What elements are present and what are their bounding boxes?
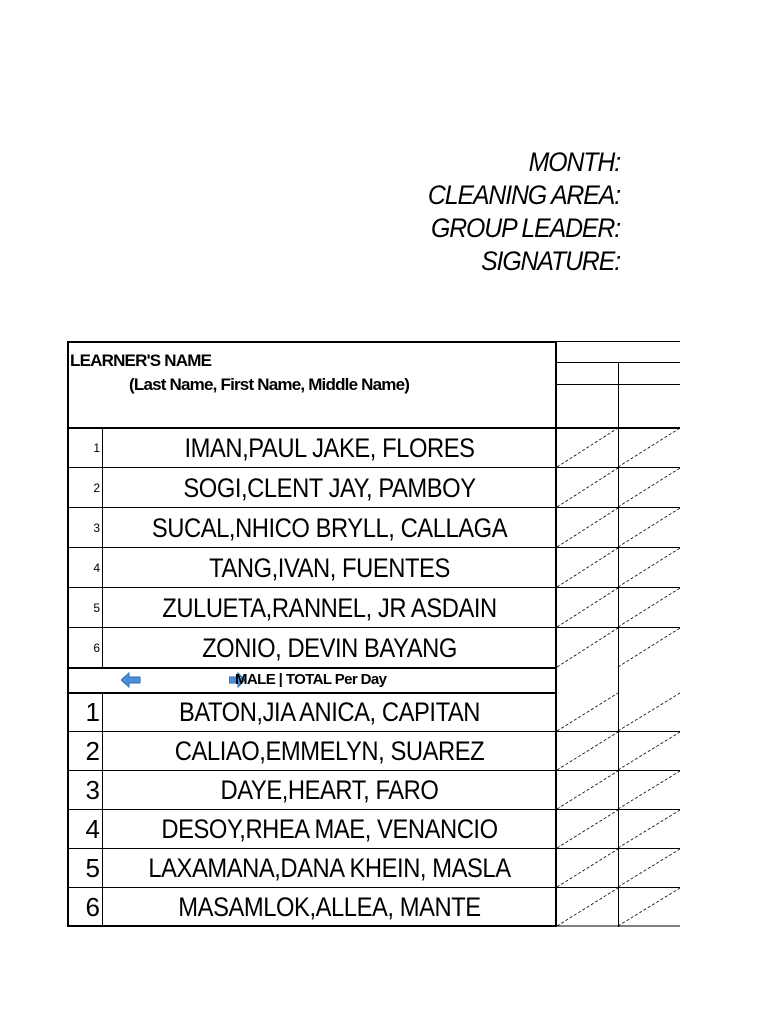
row-number: 5 [85, 853, 100, 883]
row-number: 2 [85, 736, 100, 766]
column-subtitle: (Last Name, First Name, Middle Name) [129, 375, 410, 394]
male-total-row [67, 668, 557, 692]
arrow-left-icon[interactable] [121, 672, 141, 688]
learner-name: CALIAO,EMMELYN, SUAREZ [174, 736, 485, 766]
group-leader-label: GROUP LEADER: [430, 213, 620, 243]
learner-name: MASAMLOK,ALLEA, MANTE [178, 892, 481, 922]
learner-name: LAXAMANA,DANA KHEIN, MASLA [148, 853, 511, 883]
table-row [67, 888, 557, 927]
row-number: 1 [85, 697, 100, 727]
row-number: 4 [93, 561, 100, 575]
row-number: 1 [93, 441, 100, 455]
table-row [67, 810, 557, 849]
learner-table [67, 341, 680, 927]
male-total-label: MALE | TOTAL Per Day [235, 671, 387, 688]
learner-name: BATON,JIA ANICA, CAPITAN [178, 697, 481, 727]
learner-name: ZULUETA,RANNEL, JR ASDAIN [162, 592, 497, 623]
row-number: 3 [85, 775, 100, 805]
learner-name: SOGI,CLENT JAY, PAMBOY [183, 472, 476, 503]
form-header [289, 146, 620, 278]
column-title: LEARNER'S NAME [70, 351, 212, 370]
learner-name: IMAN,PAUL JAKE, FLORES [184, 432, 475, 463]
learner-name: DESOY,RHEA MAE, VENANCIO [161, 814, 498, 844]
row-number: 4 [85, 814, 100, 844]
table-row [67, 508, 557, 548]
table-row [67, 771, 557, 810]
month-label: MONTH: [528, 147, 620, 177]
table-row [67, 849, 557, 888]
table-row [67, 693, 557, 732]
cleaning-area-label: CLEANING AREA: [427, 180, 620, 210]
signature-label: SIGNATURE: [481, 246, 620, 276]
table-row [67, 468, 557, 508]
table-row [67, 588, 557, 628]
table-row [67, 548, 557, 588]
learner-name: TANG,IVAN, FUENTES [209, 552, 450, 583]
row-number: 6 [93, 641, 100, 655]
table-row [67, 732, 557, 771]
learner-name: SUCAL,NHICO BRYLL, CALLAGA [151, 512, 508, 543]
row-number: 3 [93, 521, 100, 535]
row-number: 6 [85, 892, 100, 922]
table-row [67, 428, 557, 468]
learner-name: ZONIO, DEVIN BAYANG [202, 632, 457, 663]
table-row [67, 628, 557, 668]
attendance-cells [557, 341, 680, 927]
row-number: 2 [93, 481, 100, 495]
learner-name: DAYE,HEART, FARO [220, 775, 439, 805]
row-number: 5 [93, 601, 100, 615]
